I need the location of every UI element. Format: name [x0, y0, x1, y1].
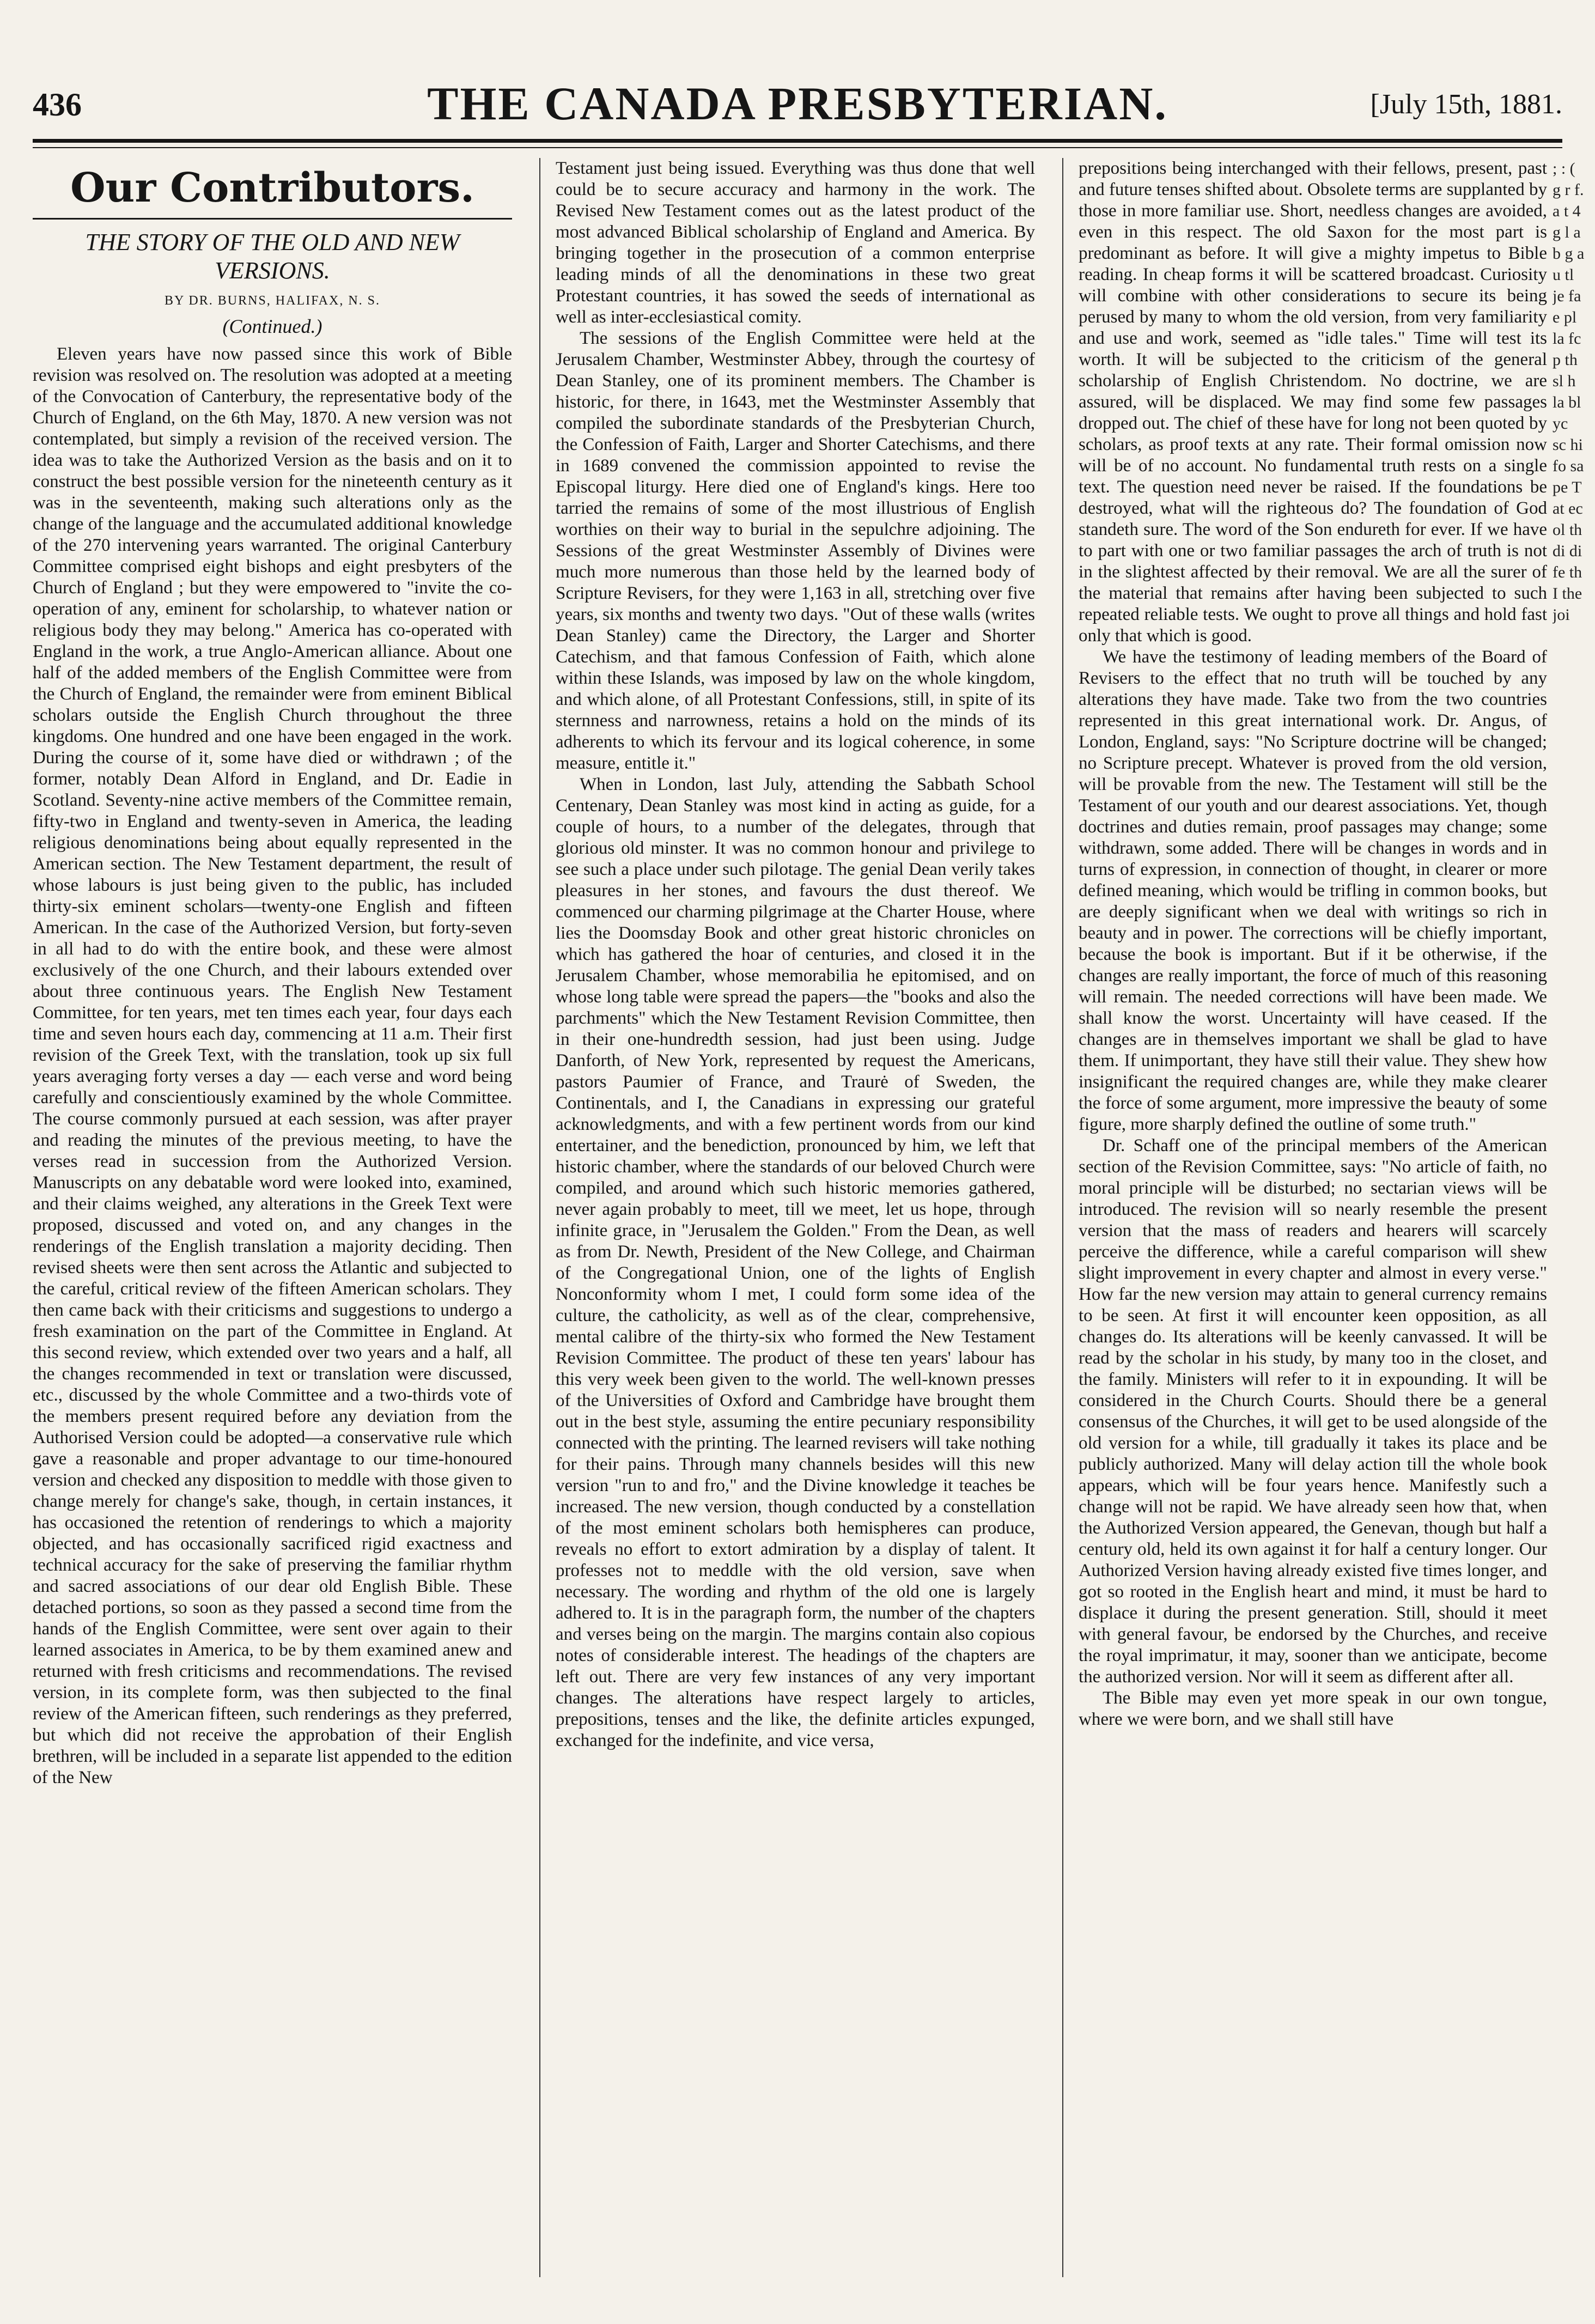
column-1: [33, 158, 512, 2283]
publication-title: THE CANADA PRESBYTERIAN.: [427, 77, 1168, 130]
paragraph: Dr. Schaff one of the principal members of the American section of the Revision Committee, says: "No article of faith, no moral principle will be disturbed; no sectarian views will be introduced. The revision will so nearly resemble the present version that the mass of readers and hearers will scarcely perceive the difference, while a careful comparison will shew slight improvement in every chapter and almost in every verse." How far the new version may attain to general currency remains to be seen. At first it will encounter keen opposition, as all changes do. Its alterations will be keenly canvassed. It will be read by the scholar in his study, by many too in the closet, and the family. Ministers will refer to it in expounding. It will be considered in the Church Courts. Should there be a general consensus of the Churches, it will get to be used alongside of the old version for a while, till gradually it takes its place and be publicly authorized. Many will delay action till the whole book appears, which will be four years hence. Manifestly such a change will not be rapid. We have already seen how that, when the Authorized Version appeared, the Genevan, though but half a century old, held its own against it for half a century longer. Our Authorized Version having already existed five times longer, and got so rooted in the English heart and mind, it must be hard to displace it during the present generation. Still, should it meet with general favour, be endorsed by the Churches, and receive the royal imprimatur, it may, sooner than we anticipate, become the authorized version. Nor will it seem as different after all.: [1079, 1136, 1547, 1687]
continued-note: (Continued.): [222, 315, 322, 337]
adjacent-page-edge-text: ; : ( g r f. a t 4 g l a b g a u tl je fa e pl la fc p th sl h la bl yc sc hi fo sa pe T at ec ol th di di fe th I the joi: [1553, 160, 1585, 624]
column-2: [556, 158, 1035, 2283]
masthead-rule: [33, 139, 1562, 143]
paragraph: The sessions of the English Committee were held at the Jerusalem Chamber, Westminster Abbey, through the courtesy of Dean Stanley, one of its prominent members. The Chamber is historic, for there, in 1643, met the Westminster Assembly that compiled the subordinate standards of the Presbyterian Church, the Confession of Faith, Larger and Shorter Catechisms, and there in 1689 convened the commission appointed to revise the Episcopal liturgy. Here died one of England's kings. Here too tarried the remains of some of the most illustrious of English worthies on their way to burial in the sepulchre adjoining. The Sessions of the great Westminster Assembly of Divines were much more numerous than those held by the learned body of Scripture Revisers, for they were 1,163 in all, stretching over five years, six months and twenty two days. "Out of these walls (writes Dean Stanley) came the Directory, the Larger and Shorter Catechism, and that famous Confession of Faith, which alone within these Islands, was imposed by law on the whole kingdom, and which alone, of all Protestant Confessions, still, in spite of its sternness and narrowness, retains a hold on the minds of its adherents to which its fervour and its logical coherence, in some measure, entitle it.": [556, 328, 1035, 773]
section-rule: [33, 218, 512, 220]
byline: BY DR. BURNS, HALIFAX, N. S.: [164, 294, 381, 308]
column-divider: [1062, 158, 1063, 2277]
column-divider: [539, 158, 540, 2277]
column-3: [1079, 158, 1547, 2283]
paragraph: When in London, last July, attending the Sabbath School Centenary, Dean Stanley was most kind in acting as guide, for a couple of hours, to a number of the delegates, through that glorious old minster. It was no common honour and privilege to see such a place under such pilotage. The genial Dean verily takes pleasures in her stones, and favours the dust thereof. We commenced our charming pilgrimage at the Charter House, where lies the Doomsday Book and other great historic chronicles on which has gathered the hoar of centuries, and closed it in the Jerusalem Chamber, whose memorabilia he epitomised, and on whose long table were spread the papers—the "books and also the parchments" which the New Testament Revision Committee, then in their one-hundredth session, had just been using. Judge Danforth, of New York, represented by request the Americans, pastors Paumier of France, and Traurė of Sweden, the Continentals, and I, the Canadians in expressing our grateful acknowledgments, and with a few pertinent words from our kind entertainer, and the benediction, pronounced by him, we left that historic chamber, where the standards of our beloved Church were compiled, and around which such historic memories gathered, never again probably to meet, till we meet, let us hope, through infinite grace, in "Jerusalem the Golden." From the Dean, as well as from Dr. Newth, President of the New College, and Chairman of the Congregational Union, one of the lights of English Nonconformity whom I met, I could form some idea of the culture, the catholicity, as well as of the clear, comprehensive, mental calibre of the thirty-six who formed the New Testament Revision Committee. The product of these ten years' labour has this very week been given to the world. The well-known presses of the Universities of Oxford and Cambridge have brought them out in the best style, assuming the entire pecuniary responsibility connected with the printing. The learned revisers will take nothing for their pains. Through many channels besides will this new version "run to and fro," and the Divine knowledge it teaches be increased. The new version, though conducted by a constellation of the most eminent scholars both hemispheres can produce, reveals no effort to extort admiration by a display of talent. It professes not to meddle with the old version, save when necessary. The wording and rhythm of the old one is largely adhered to. It is in the paragraph form, the number of the chapters and verses being on the margin. The margins contain also copious notes of considerable interest. The headings of the chapters are left out. There are very few instances of any very important changes. The alterations have respect largely to articles, prepositions, tenses and the like, the definite articles expunged, exchanged for the indefinite, and vice versa,: [556, 775, 1035, 1750]
paragraph: Testament just being issued. Everything was thus done that well could be to secure accuracy and harmony in the work. The Revised New Testament comes out as the latest product of the most advanced Biblical scholarship of England and America. By bringing together in the prosecution of a common enterprise leading minds of all the denominations in these two great Protestant countries, it has sowed the seeds of international as well as inter-ecclesiastical comity.: [556, 159, 1035, 327]
paragraph: Eleven years have now passed since this work of Bible revision was resolved on. The resolution was adopted at a meeting of the Convocation of Canterbury, the representative body of the Church of England, on the 6th May, 1870. A new version was not contemplated, but simply a revision of the received version. The idea was to take the Authorized Version as the basis and on it to construct the best possible version for the nineteenth century as it was in the seventeenth, making such alterations only as the change of the language and the accumulated additional knowledge of the 270 intervening years warranted. The original Canterbury Committee comprised eight bishops and eight presbyters of the Church of England ; but they were empowered to "invite the co-operation of any, eminent for scholarship, to whatever nation or religious body they may belong." America has co-operated with England in the work, a true Anglo-American alliance. About one half of the added members of the English Committee were from the Church of England, the remainder were from eminent Biblical scholars outside the English Church throughout the three kingdoms. One hundred and one have been engaged in the work. During the course of it, some have died or withdrawn ; of the former, notably Dean Alford in England, and Dr. Eadie in Scotland. Seventy-nine active members of the Committee remain, fifty-two in England and twenty-seven in America, the leading religious denominations being about equally represented in the American section. The New Testament department, the result of whose labours is just being given to the public, has included thirty-six eminent scholars—twenty-one English and fifteen American. In the case of the Authorized Version, but forty-seven in all had to do with the entire book, and these were almost exclusively of the one Church, and their labours extended over about three continuous years. The English New Testament Committee, for ten years, met ten times each year, four days each time and seven hours each day, commencing at 11 a.m. Their first revision of the Greek Text, with the translation, took up six full years averaging forty verses a day — each verse and word being carefully and conscientiously examined by the whole Committee. The course commonly pursued at each session, was after prayer and reading the minutes of the previous meeting, to have the verses read in succession from the Authorized Version. Manuscripts on any debatable word were looked into, examined, and their claims weighed, any alterations in the Greek Text were proposed, discussed and voted on, and any changes in the renderings of the English translation a majority deciding. Then revised sheets were then sent across the Atlantic and subjected to the careful, critical review of the fifteen American scholars. They then came back with their criticisms and suggestions to undergo a fresh examination on the part of the Committee in England. At this second review, which extended over two years and a half, all the changes recommended in text or translation were discussed, etc., discussed by the whole Committee and a two-thirds vote of the members present required before any deviation from the Authorised Version could be adopted—a conservative rule which gave a reasonable and proper advantage to our time-honoured version and checked any disposition to meddle with those given to change merely for change's sake, though, in certain instances, it has occasioned the retention of renderings to which a majority objected, and has occasionally sacrificed rigid exactness and technical accuracy for the sake of preserving the familiar rhythm and sacred associations of our dear old English Bible. These detached portions, so soon as they passed a second time from the hands of the English Committee, were sent over again to their learned associates in America, to be by them examined anew and returned with fresh criticisms and recommendations. The revised version, in its complete form, was then subjected to the final review of the American fifteen, such renderings as they preferred, but which did not receive the approbation of their English brethren, will be included in a separate list appended to the edition of the New: [33, 344, 512, 1787]
section-heading: Our Contributors.: [70, 165, 474, 211]
masthead-rule-thin: [33, 147, 1562, 148]
paragraph: prepositions being interchanged with their fellows, present, past and future tenses shifted about. Obsolete terms are supplanted by those in more familiar use. Short, needless changes are avoided, even in this respect. The old Saxon for the most part is predominant as before. It will give a mighty impetus to Bible reading. In cheap forms it will be scattered broadcast. Curiosity will combine with other considerations to secure its being perused by many to whom the old version, from very familiarity and use and work, seemed as "idle tales." Time will test its worth. It will be subjected to the criticism of the general scholarship of English Christendom. No doctrine, we are assured, will be displaced. We may find some few passages dropped out. The chief of these have for long not been quoted by scholars, as proof texts at any rate. Their formal omission now will be of no account. No fundamental truth rests on a single text. The question need never be raised. If the foundations be destroyed, what will the righteous do? The foundation of God standeth sure. The word of the Son endureth for ever. If we have to part with one or two familiar passages the arch of truth is not in the slightest affected by their removal. We are all the surer of the material that remains after having been subjected to such repeated reliable tests. We ought to prove all things and hold fast only that which is good.: [1079, 159, 1547, 646]
masthead: [33, 76, 1562, 136]
paragraph: The Bible may even yet more speak in our own tongue, where we were born, and we shall still have: [1079, 1688, 1547, 1729]
page-number: 436: [33, 87, 82, 123]
paragraph: We have the testimony of leading members of the Board of Revisers to the effect that no truth will be touched by any alterations they have made. Take two from the two countries represented in this great international work. Dr. Angus, of London, England, says: "No Scripture doctrine will be changed; no Scripture precept. Whatever is proved from the old version, will be provable from the new. The Testament will still be the Testament of our youth and our dearest associations. Yet, though doctrines and duties remain, proof passages may change; some withdrawn, some added. There will be changes in words and in turns of expression, in connection of thought, in clearer or more defined meaning, which would be trifling in common books, but are deeply significant when we deal with writings so rich in beauty and in power. The corrections will be chiefly important, because the book is important. But if it be otherwise, if the changes are really important, the force of much of this reasoning will remain. The needed corrections will have been made. We shall know the worst. Uncertainty will have ceased. If the changes are in themselves important we shall be glad to have them. If unimportant, they have still their value. They shew how insignificant the required changes are, while they make clearer the force of some argument, more impressive the beauty of some figure, more sharply defined the outline of some truth.": [1079, 647, 1547, 1134]
issue-date: [July 15th, 1881.: [1370, 89, 1562, 120]
article-title: THE STORY OF THE OLD AND NEW VERSIONS.: [85, 229, 460, 284]
